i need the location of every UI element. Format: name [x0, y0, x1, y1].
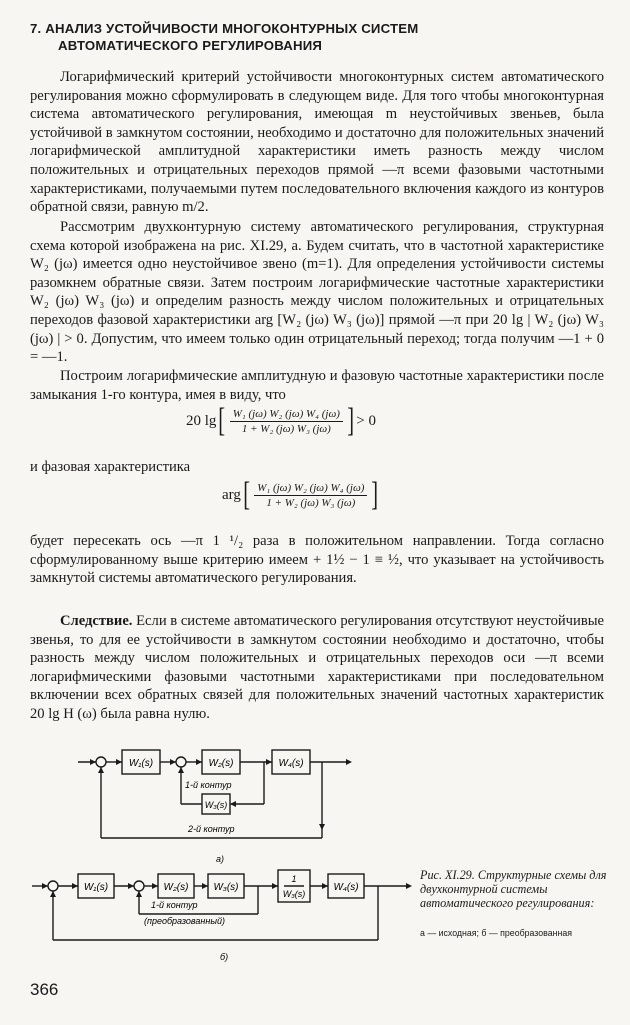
block-b-w2: W₂(s) — [163, 882, 189, 893]
block-w3: W₃(s) — [204, 800, 228, 810]
block-b-w3: W₃(s) — [213, 882, 239, 893]
block-w2: W₂(s) — [208, 758, 234, 769]
paragraph-corollary — [30, 612, 604, 724]
loop-2-label: 2-й контур — [188, 824, 235, 834]
block-b-w1: W₁(s) — [83, 882, 109, 893]
corollary-text: Если в системе автоматического регулирования отсутствуют неустойчивые звенья, то для ее устойчивости в замкнутом состоянии необходимо и достаточно, чтобы разность между числом положительных и отрицательных переходов оси —π всеми логарифмическими фазовыми частотными характеристиками при последовательном включении всех обратных связей для положительных значений частотных характеристик 20 lg H (ω) была равна нулю. — [30, 613, 604, 722]
formula-amplitude-fraction — [230, 408, 343, 435]
loop-b-label-2: (преобразованный) — [144, 916, 225, 926]
inline-formula: + 1½ − 1 ≡ ½, — [312, 551, 403, 568]
heading-line-1: 7. АНАЛИЗ УСТОЙЧИВОСТИ МНОГОКОНТУРНЫХ СИСТЕМ — [30, 21, 419, 36]
formula-phase-fraction — [254, 482, 367, 509]
block-b-w4: W₄(s) — [333, 882, 359, 893]
formula-amplitude-prefix: 20 lg — [186, 412, 217, 429]
paragraph-construct: Построим логарифмические амплитудную и фазовую частотные характеристики после замыкания 1-го контура, имея в виду, что — [30, 368, 604, 403]
formula-phase: arg [ $\frac{\text{W₁ (jω) W₂ (jω) W₄ (jω)}}{\text{1 + W₂ (jω) W₃ (jω)}}$ ] — [222, 476, 379, 513]
formula-phase-prefix: arg — [222, 486, 241, 503]
formula-amplitude-numerator: W₁ (jω) W₂ (jω) W₄ (jω) — [230, 408, 343, 422]
block-diagram-b — [28, 866, 412, 966]
formula-phase-numerator: W₁ (jω) W₂ (jω) W₄ (jω) — [254, 482, 367, 496]
paragraph-result — [30, 532, 604, 588]
block-diagram-a — [70, 738, 360, 866]
loop-1-label: 1-й контур — [185, 780, 232, 790]
figure-caption-legend: а — исходная; б — преобразованная — [420, 928, 572, 938]
section-heading — [30, 20, 610, 54]
page-number: 366 — [30, 980, 59, 999]
paragraph-result-text-2: что указывает на устойчивость замкнутой системы автоматического регулирования. — [30, 551, 604, 587]
block-b-inverse-den: W₃(s) — [282, 889, 306, 899]
formula-amplitude-suffix: > 0 — [356, 412, 376, 429]
heading-line-2: АВТОМАТИЧЕСКОГО РЕГУЛИРОВАНИЯ — [58, 38, 323, 53]
block-w1: W₁(s) — [128, 758, 154, 769]
diagram-b-sublabel: б) — [220, 952, 229, 962]
loop-b-label-1: 1-й контур — [151, 900, 198, 910]
corollary-term: Следствие. — [60, 613, 133, 629]
formula-amplitude: 20 lg [ $\frac{\text{W₁ (jω) W₂ (jω) W₄ (jω)}}{\text{1 + W₂ (jω) W₃ (jω)}}$ ] > 0 — [186, 402, 376, 439]
paragraph-two-loop: Рассмотрим двухконтурную систему автоматического регулирования, структурная схема которой изображена на рис. XI.29, а. Будем считать, что в частотной характеристике W₂ (jω) имеется одно неустойчивое звено (m=1). Для определения устойчивости системы разомкнем обратные связи. Затем построим логарифмические частотные характеристики W₂ (jω) W₃ (jω) и определим разность между числом положительных и отрицательных переходов фазовой характеристики arg [W₂ (jω) W₃ (jω)] прямой —π при 20 lg | W₂ (jω) W₃ (jω) | > 0. Допустим, что имеем только один отрицательный переход; тогда получим —1 + 0 = —1. — [30, 219, 604, 366]
formula-amplitude-denominator: 1 + W₂ (jω) W₃ (jω) — [241, 422, 331, 435]
formula-phase-denominator: 1 + W₂ (jω) W₃ (jω) — [266, 496, 356, 509]
figure-caption: Рис. XI.29. Структурные схемы для двухконтурной системы автоматического регулирования: — [420, 868, 607, 910]
paragraph-phase: и фазовая характеристика — [30, 459, 191, 475]
diagram-a-sublabel: а) — [216, 854, 225, 864]
paragraph-result-text: будет пересекать ось —π 1 ¹/₂ раза в положительном направлении. Тогда согласно сформулированному выше критерию имеем — [30, 533, 604, 568]
paragraph-criterion: Логарифмический критерий устойчивости многоконтурных систем автоматического регулирования можно сформулировать в следующем виде. Для того чтобы многоконтурная система автоматического регулирования, имеющая m неустойчивых звеньев, была устойчивой в замкнутом состоянии, необходимо и достаточно для положительных значений логарифмической амплитудной характеристики иметь разность между числом положительных и отрицательных переходов прямой —π всеми фазовыми частотными характеристиками, получаемыми путем последовательного включения каждого из контуров обратной связи, равную m/2. — [30, 69, 604, 216]
block-b-inverse-num: 1 — [291, 874, 297, 884]
block-w4: W₄(s) — [278, 758, 304, 769]
